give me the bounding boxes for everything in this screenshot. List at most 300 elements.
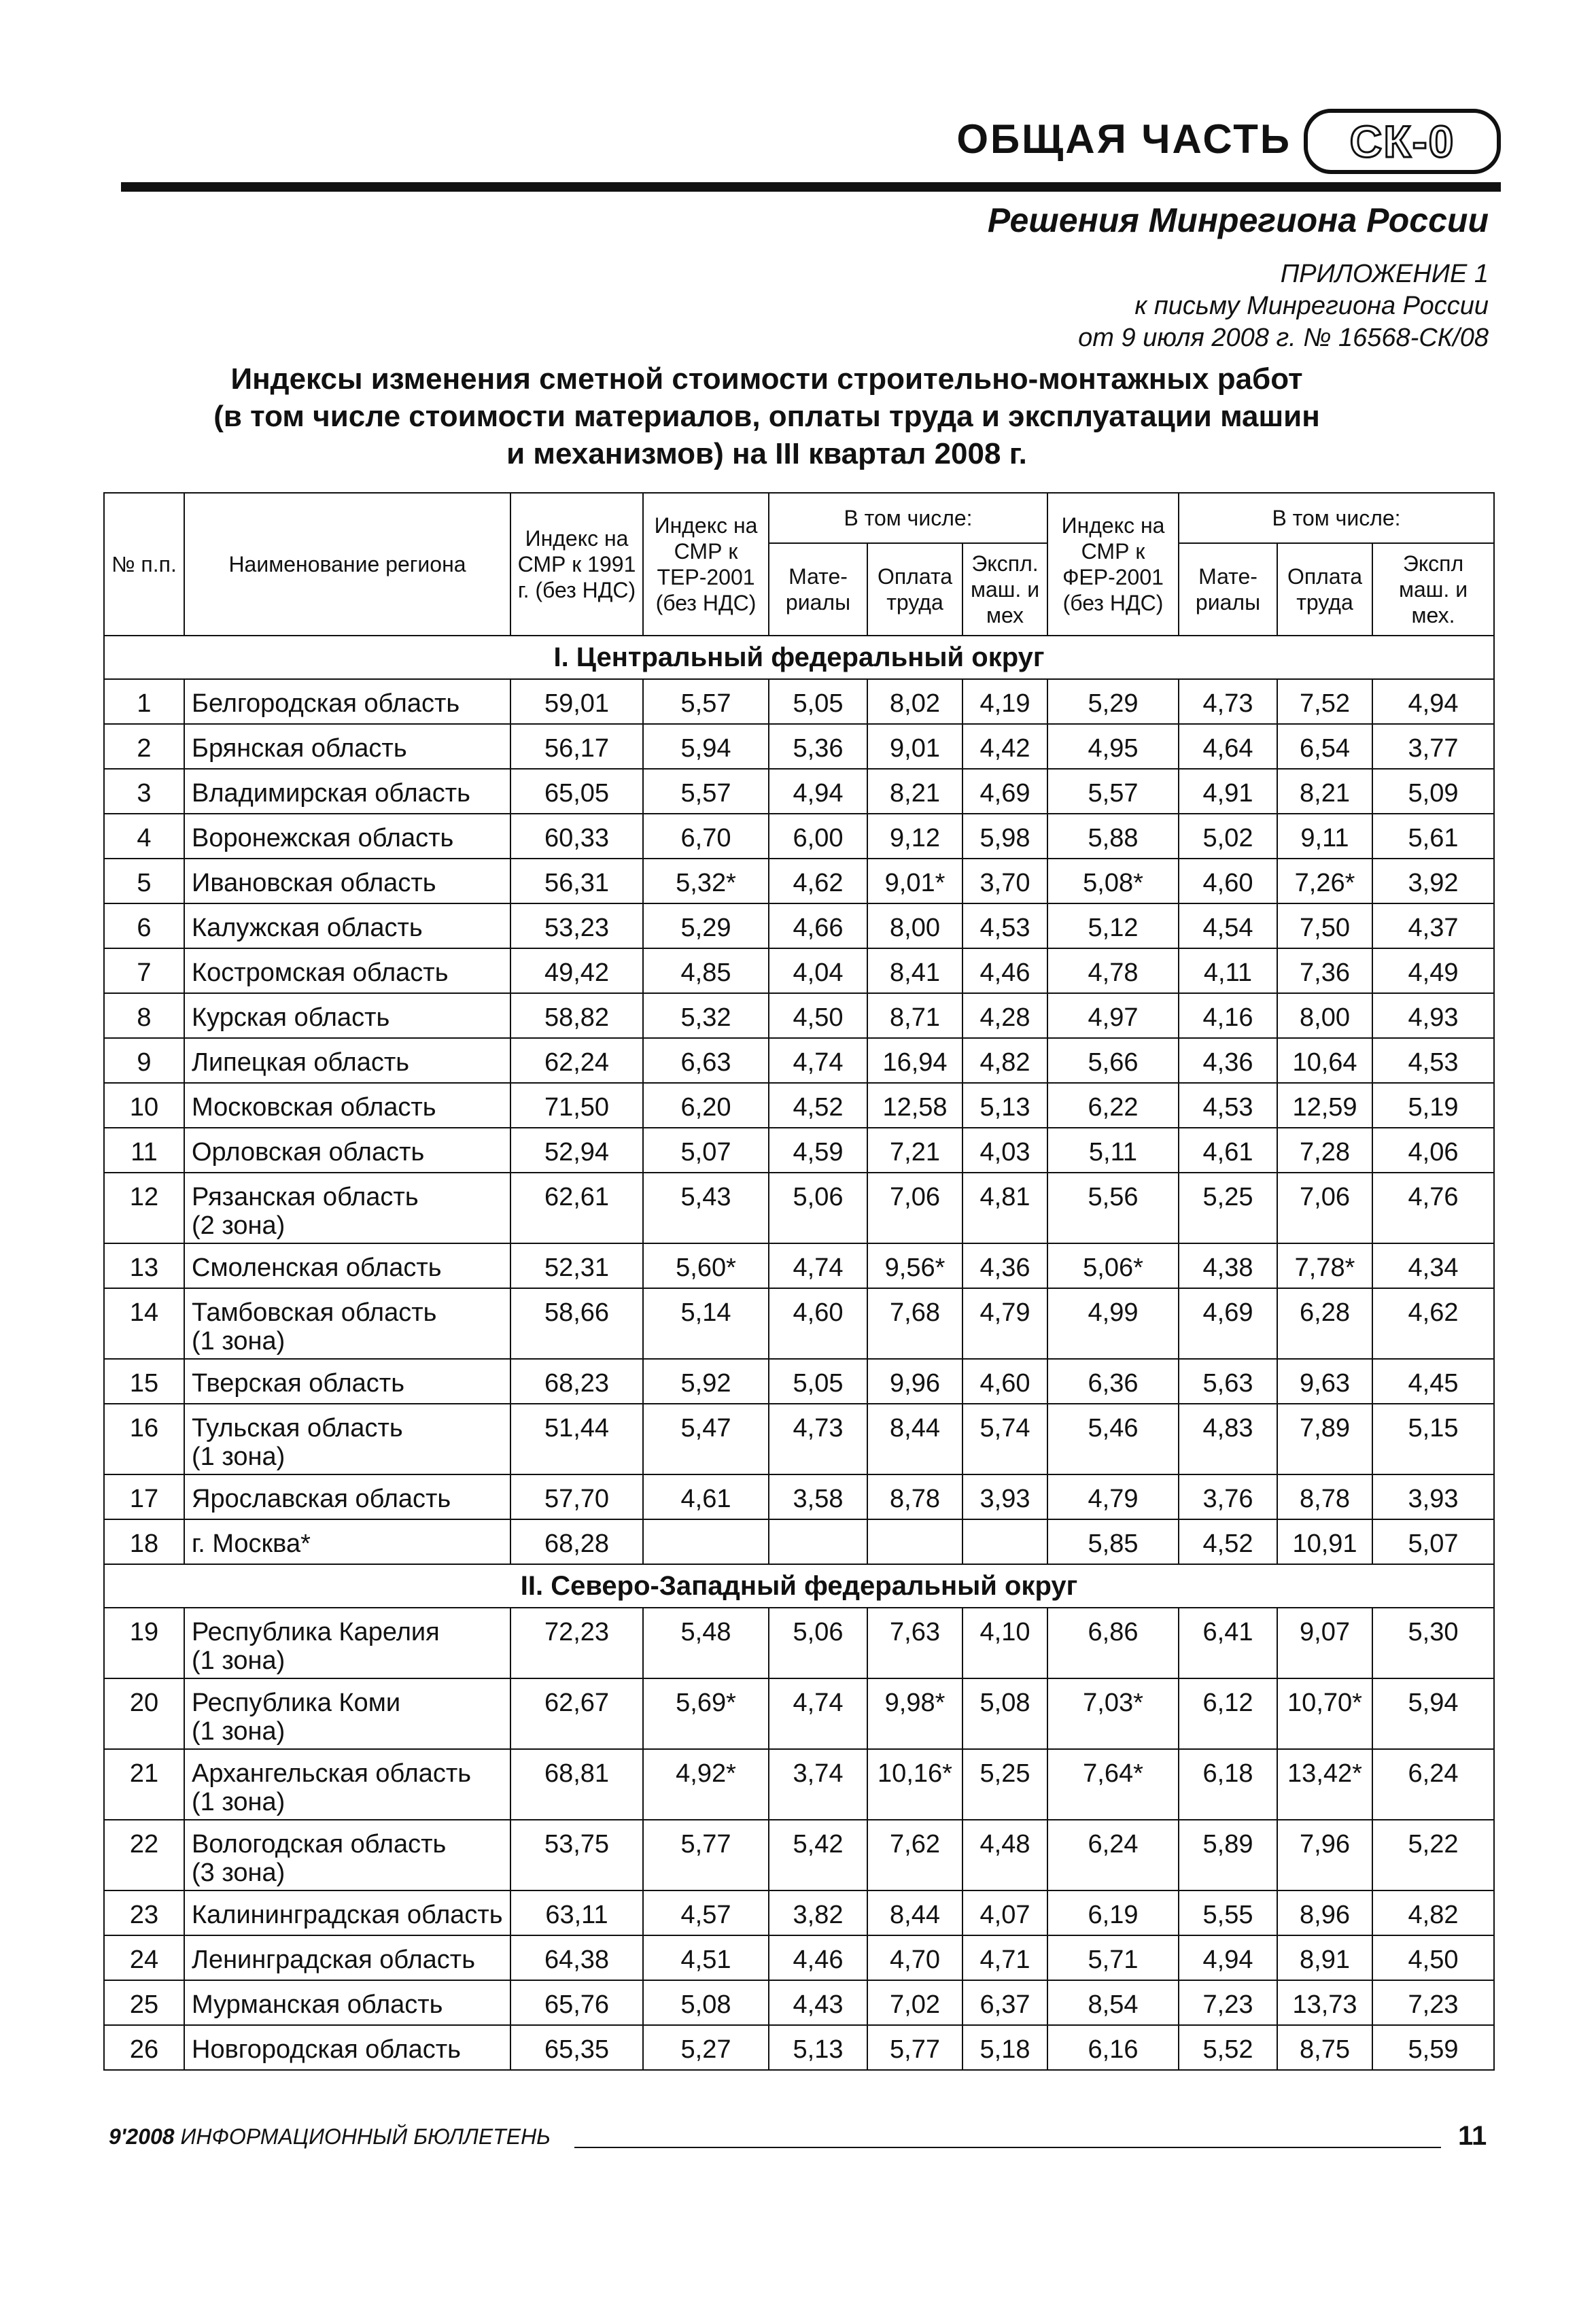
index-1991: 52,94 [510, 1128, 643, 1173]
header-machines: Экспл маш. и мех. [1372, 543, 1494, 636]
index-ter: 5,43 [643, 1173, 769, 1243]
bulletin-name: ИНФОРМАЦИОННЫЙ БЮЛЛЕТЕНЬ [180, 2124, 551, 2149]
table-row [104, 1935, 1494, 1980]
index-ter: 4,57 [643, 1890, 769, 1935]
ter-labor: 7,63 [867, 1608, 962, 1678]
fer-labor: 10,91 [1277, 1519, 1372, 1564]
index-ter: 5,57 [643, 769, 769, 814]
fer-labor: 9,63 [1277, 1359, 1372, 1404]
ter-machines: 4,79 [962, 1288, 1047, 1359]
district-title: II. Северо-Западный федеральный округ [104, 1564, 1494, 1608]
header-region: Наименование региона [184, 493, 510, 636]
index-ter: 5,29 [643, 903, 769, 948]
ter-materials: 6,00 [769, 814, 867, 859]
fer-machines: 3,93 [1372, 1474, 1494, 1519]
index-fer: 6,16 [1047, 2025, 1179, 2070]
region-name: Московская область [184, 1083, 510, 1128]
index-ter: 5,32* [643, 859, 769, 903]
fer-materials: 4,36 [1179, 1038, 1277, 1083]
index-fer: 5,85 [1047, 1519, 1179, 1564]
index-1991: 52,31 [510, 1243, 643, 1288]
index-1991: 62,24 [510, 1038, 643, 1083]
header-index-1991: Индекс на СМР к 1991 г. (без НДС) [510, 493, 643, 636]
index-ter: 5,92 [643, 1359, 769, 1404]
ter-labor: 8,44 [867, 1404, 962, 1474]
fer-materials: 4,16 [1179, 993, 1277, 1038]
index-ter: 5,08 [643, 1980, 769, 2025]
ter-materials: 5,42 [769, 1820, 867, 1890]
region-zone: (1 зона) [192, 1327, 285, 1355]
index-1991: 53,23 [510, 903, 643, 948]
index-fer: 5,56 [1047, 1173, 1179, 1243]
index-fer: 5,06* [1047, 1243, 1179, 1288]
fer-labor: 7,89 [1277, 1404, 1372, 1474]
ter-labor: 16,94 [867, 1038, 962, 1083]
ter-machines: 4,48 [962, 1820, 1047, 1890]
index-1991: 59,01 [510, 679, 643, 724]
index-ter: 6,63 [643, 1038, 769, 1083]
fer-machines: 4,45 [1372, 1359, 1494, 1404]
index-1991: 53,75 [510, 1820, 643, 1890]
fer-machines: 5,15 [1372, 1404, 1494, 1474]
ter-materials: 4,74 [769, 1038, 867, 1083]
fer-labor: 7,52 [1277, 679, 1372, 724]
index-1991: 71,50 [510, 1083, 643, 1128]
index-fer: 5,88 [1047, 814, 1179, 859]
index-1991: 62,61 [510, 1173, 643, 1243]
fer-machines: 4,62 [1372, 1288, 1494, 1359]
index-fer: 6,36 [1047, 1359, 1179, 1404]
table-row [104, 1038, 1494, 1083]
table-row [104, 1404, 1494, 1474]
ter-materials: 5,13 [769, 2025, 867, 2070]
table-row [104, 1678, 1494, 1749]
appendix-note [816, 258, 1489, 354]
ter-materials: 4,66 [769, 903, 867, 948]
index-1991: 64,38 [510, 1935, 643, 1980]
fer-materials: 5,02 [1179, 814, 1277, 859]
table-row [104, 1820, 1494, 1890]
ter-labor: 12,58 [867, 1083, 962, 1128]
fer-labor: 10,64 [1277, 1038, 1372, 1083]
index-ter: 5,32 [643, 993, 769, 1038]
ter-machines: 4,46 [962, 948, 1047, 993]
region-name: Костромская область [184, 948, 510, 993]
index-ter [643, 1519, 769, 1564]
ter-labor: 9,56* [867, 1243, 962, 1288]
fer-machines: 4,82 [1372, 1890, 1494, 1935]
ter-materials: 4,46 [769, 1935, 867, 1980]
row-number: 17 [104, 1474, 184, 1519]
fer-machines: 5,09 [1372, 769, 1494, 814]
index-1991: 62,67 [510, 1678, 643, 1749]
header-index-ter: Индекс на СМР к ТЕР-2001 (без НДС) [643, 493, 769, 636]
index-1991: 56,17 [510, 724, 643, 769]
region-name: Мурманская область [184, 1980, 510, 2025]
index-ter: 5,77 [643, 1820, 769, 1890]
ter-labor: 7,62 [867, 1820, 962, 1890]
ter-machines: 4,81 [962, 1173, 1047, 1243]
appendix-line: к письму Минрегиона России [1134, 292, 1489, 320]
ter-labor: 7,02 [867, 1980, 962, 2025]
fer-materials: 4,11 [1179, 948, 1277, 993]
region-name [184, 1608, 510, 1678]
region-name-line: Архангельская область [192, 1759, 472, 1788]
fer-machines: 4,94 [1372, 679, 1494, 724]
fer-labor: 7,96 [1277, 1820, 1372, 1890]
fer-materials: 5,52 [1179, 2025, 1277, 2070]
table-row [104, 679, 1494, 724]
fer-materials: 7,23 [1179, 1980, 1277, 2025]
ter-labor: 7,68 [867, 1288, 962, 1359]
index-fer: 4,78 [1047, 948, 1179, 993]
fer-materials: 4,53 [1179, 1083, 1277, 1128]
sk0-logo [1304, 109, 1501, 174]
ter-materials: 4,73 [769, 1404, 867, 1474]
row-number: 15 [104, 1359, 184, 1404]
appendix-line: ПРИЛОЖЕНИЕ 1 [1280, 260, 1489, 288]
row-number: 1 [104, 679, 184, 724]
ter-materials: 5,06 [769, 1173, 867, 1243]
table-row [104, 1083, 1494, 1128]
index-fer: 5,12 [1047, 903, 1179, 948]
index-1991: 60,33 [510, 814, 643, 859]
index-ter: 4,51 [643, 1935, 769, 1980]
fer-labor: 10,70* [1277, 1678, 1372, 1749]
table-row [104, 1288, 1494, 1359]
fer-materials: 5,63 [1179, 1359, 1277, 1404]
fer-machines: 5,59 [1372, 2025, 1494, 2070]
table-row [104, 948, 1494, 993]
header-title: ОБЩАЯ ЧАСТЬ [956, 116, 1291, 162]
row-number: 24 [104, 1935, 184, 1980]
ter-machines: 5,74 [962, 1404, 1047, 1474]
index-fer: 6,22 [1047, 1083, 1179, 1128]
index-ter: 4,92* [643, 1749, 769, 1820]
region-zone: (1 зона) [192, 1788, 285, 1816]
region-name: Белгородская область [184, 679, 510, 724]
fer-materials: 4,91 [1179, 769, 1277, 814]
fer-materials: 4,60 [1179, 859, 1277, 903]
ter-machines: 4,28 [962, 993, 1047, 1038]
table-row [104, 1128, 1494, 1173]
district-group-row [104, 636, 1494, 679]
fer-labor: 9,07 [1277, 1608, 1372, 1678]
fer-labor: 8,75 [1277, 2025, 1372, 2070]
fer-labor: 8,00 [1277, 993, 1372, 1038]
ter-labor: 8,00 [867, 903, 962, 948]
index-fer: 6,86 [1047, 1608, 1179, 1678]
ter-machines: 4,03 [962, 1128, 1047, 1173]
issue-number: 9'2008 [109, 2124, 175, 2149]
region-name-line: Тульская область [192, 1414, 403, 1443]
ter-machines: 4,82 [962, 1038, 1047, 1083]
fer-labor: 7,78* [1277, 1243, 1372, 1288]
title-line: (в том числе стоимости материалов, оплаты труда и эксплуатации машин [213, 400, 1320, 433]
fer-labor: 6,54 [1277, 724, 1372, 769]
index-fer: 5,29 [1047, 679, 1179, 724]
fer-machines: 5,30 [1372, 1608, 1494, 1678]
ter-materials: 5,05 [769, 1359, 867, 1404]
ter-materials: 4,04 [769, 948, 867, 993]
fer-labor: 9,11 [1277, 814, 1372, 859]
region-name: Смоленская область [184, 1243, 510, 1288]
region-name: г. Москва* [184, 1519, 510, 1564]
fer-machines: 6,24 [1372, 1749, 1494, 1820]
fer-materials: 5,25 [1179, 1173, 1277, 1243]
table-row [104, 859, 1494, 903]
row-number: 18 [104, 1519, 184, 1564]
document-title [121, 360, 1412, 472]
ter-labor: 5,77 [867, 2025, 962, 2070]
fer-labor: 12,59 [1277, 1083, 1372, 1128]
index-table [103, 492, 1495, 2071]
index-1991: 57,70 [510, 1474, 643, 1519]
index-fer: 4,97 [1047, 993, 1179, 1038]
fer-labor: 7,36 [1277, 948, 1372, 993]
row-number: 8 [104, 993, 184, 1038]
ter-machines: 4,71 [962, 1935, 1047, 1980]
header-including-fer: В том числе: [1179, 493, 1494, 543]
ter-machines: 5,98 [962, 814, 1047, 859]
index-1991: 72,23 [510, 1608, 643, 1678]
fer-machines: 4,34 [1372, 1243, 1494, 1288]
ter-machines: 5,25 [962, 1749, 1047, 1820]
ter-labor: 8,44 [867, 1890, 962, 1935]
ter-materials: 3,82 [769, 1890, 867, 1935]
region-name: Тверская область [184, 1359, 510, 1404]
fer-labor: 7,06 [1277, 1173, 1372, 1243]
fer-machines: 4,50 [1372, 1935, 1494, 1980]
region-name: Калужская область [184, 903, 510, 948]
table-row [104, 903, 1494, 948]
row-number: 11 [104, 1128, 184, 1173]
ter-machines: 5,13 [962, 1083, 1047, 1128]
row-number: 7 [104, 948, 184, 993]
region-name: Ленинградская область [184, 1935, 510, 1980]
index-fer: 5,08* [1047, 859, 1179, 903]
ter-materials: 4,60 [769, 1288, 867, 1359]
row-number: 13 [104, 1243, 184, 1288]
index-ter: 5,57 [643, 679, 769, 724]
index-1991: 68,28 [510, 1519, 643, 1564]
index-ter: 6,20 [643, 1083, 769, 1128]
page-number: 11 [1458, 2121, 1487, 2151]
index-ter: 5,94 [643, 724, 769, 769]
fer-materials: 4,38 [1179, 1243, 1277, 1288]
region-name: Курская область [184, 993, 510, 1038]
footer-rule [574, 2147, 1441, 2148]
table-row [104, 1474, 1494, 1519]
footer-bulletin [109, 2124, 551, 2149]
row-number: 6 [104, 903, 184, 948]
region-name [184, 1820, 510, 1890]
row-number: 4 [104, 814, 184, 859]
region-name: Ярославская область [184, 1474, 510, 1519]
ter-labor: 7,06 [867, 1173, 962, 1243]
fer-machines: 7,23 [1372, 1980, 1494, 2025]
region-name: Владимирская область [184, 769, 510, 814]
top-rule [121, 182, 1501, 192]
row-number: 12 [104, 1173, 184, 1243]
index-fer: 5,66 [1047, 1038, 1179, 1083]
index-ter: 5,69* [643, 1678, 769, 1749]
region-zone: (1 зона) [192, 1646, 285, 1675]
table-row [104, 1608, 1494, 1678]
table-row [104, 993, 1494, 1038]
index-1991: 68,23 [510, 1359, 643, 1404]
index-1991: 58,66 [510, 1288, 643, 1359]
fer-machines: 4,37 [1372, 903, 1494, 948]
ter-labor: 8,71 [867, 993, 962, 1038]
index-fer: 4,95 [1047, 724, 1179, 769]
ter-materials: 4,74 [769, 1678, 867, 1749]
ter-materials: 4,52 [769, 1083, 867, 1128]
region-name [184, 1404, 510, 1474]
fer-materials: 4,61 [1179, 1128, 1277, 1173]
fer-materials: 5,55 [1179, 1890, 1277, 1935]
index-1991: 51,44 [510, 1404, 643, 1474]
ter-materials: 4,62 [769, 859, 867, 903]
fer-materials: 4,83 [1179, 1404, 1277, 1474]
ter-materials: 5,36 [769, 724, 867, 769]
region-name-line: Рязанская область [192, 1183, 419, 1211]
ter-materials: 4,74 [769, 1243, 867, 1288]
table-row [104, 1359, 1494, 1404]
title-line: Индексы изменения сметной стоимости строительно-монтажных работ [230, 362, 1303, 396]
ter-machines: 4,19 [962, 679, 1047, 724]
row-number: 25 [104, 1980, 184, 2025]
fer-materials: 4,64 [1179, 724, 1277, 769]
header-index-fer: Индекс на СМР к ФЕР-2001 (без НДС) [1047, 493, 1179, 636]
index-ter: 5,27 [643, 2025, 769, 2070]
fer-machines: 5,94 [1372, 1678, 1494, 1749]
region-name-line: Вологодская область [192, 1830, 447, 1859]
ter-materials: 3,58 [769, 1474, 867, 1519]
header-num: № п.п. [104, 493, 184, 636]
index-ter: 6,70 [643, 814, 769, 859]
ter-machines: 4,36 [962, 1243, 1047, 1288]
ter-machines: 3,70 [962, 859, 1047, 903]
table-row [104, 1519, 1494, 1564]
region-name [184, 1678, 510, 1749]
row-number: 23 [104, 1890, 184, 1935]
row-number: 2 [104, 724, 184, 769]
fer-labor: 7,28 [1277, 1128, 1372, 1173]
index-fer: 4,99 [1047, 1288, 1179, 1359]
region-name: Брянская область [184, 724, 510, 769]
row-number: 22 [104, 1820, 184, 1890]
row-number: 10 [104, 1083, 184, 1128]
table-row [104, 1749, 1494, 1820]
fer-machines: 5,61 [1372, 814, 1494, 859]
fer-labor: 13,42* [1277, 1749, 1372, 1820]
fer-machines: 4,49 [1372, 948, 1494, 993]
ter-labor: 9,01* [867, 859, 962, 903]
ter-machines: 5,08 [962, 1678, 1047, 1749]
table-body [104, 636, 1494, 2070]
row-number: 9 [104, 1038, 184, 1083]
ter-machines: 4,53 [962, 903, 1047, 948]
ter-machines: 4,60 [962, 1359, 1047, 1404]
fer-labor: 8,91 [1277, 1935, 1372, 1980]
fer-machines: 4,06 [1372, 1128, 1494, 1173]
row-number: 5 [104, 859, 184, 903]
appendix-line: от 9 июля 2008 г. № 16568-СК/08 [1078, 324, 1489, 352]
fer-machines: 5,19 [1372, 1083, 1494, 1128]
row-number: 21 [104, 1749, 184, 1820]
header-machines: Экспл. маш. и мех [962, 543, 1047, 636]
ter-machines: 6,37 [962, 1980, 1047, 2025]
region-name: Ивановская область [184, 859, 510, 903]
table-row [104, 2025, 1494, 2070]
fer-materials: 4,69 [1179, 1288, 1277, 1359]
fer-machines: 4,93 [1372, 993, 1494, 1038]
fer-materials: 4,54 [1179, 903, 1277, 948]
table-row [104, 1890, 1494, 1935]
region-name: Калининградская область [184, 1890, 510, 1935]
fer-materials: 4,94 [1179, 1935, 1277, 1980]
ter-materials: 4,50 [769, 993, 867, 1038]
index-ter: 5,48 [643, 1608, 769, 1678]
index-fer: 8,54 [1047, 1980, 1179, 2025]
fer-materials: 6,12 [1179, 1678, 1277, 1749]
region-name: Новгородская область [184, 2025, 510, 2070]
fer-machines: 4,53 [1372, 1038, 1494, 1083]
region-zone: (2 зона) [192, 1211, 285, 1240]
ter-labor: 7,21 [867, 1128, 962, 1173]
ter-materials: 4,94 [769, 769, 867, 814]
index-fer: 4,79 [1047, 1474, 1179, 1519]
fer-labor: 8,96 [1277, 1890, 1372, 1935]
header-labor: Оплата труда [1277, 543, 1372, 636]
index-1991: 63,11 [510, 1890, 643, 1935]
index-fer: 6,24 [1047, 1820, 1179, 1890]
ter-machines: 5,18 [962, 2025, 1047, 2070]
ter-labor: 9,12 [867, 814, 962, 859]
ter-labor: 9,01 [867, 724, 962, 769]
table-row [104, 769, 1494, 814]
region-name [184, 1288, 510, 1359]
header-materials: Мате-риалы [1179, 543, 1277, 636]
ter-machines: 4,10 [962, 1608, 1047, 1678]
fer-machines: 5,22 [1372, 1820, 1494, 1890]
ter-labor [867, 1519, 962, 1564]
index-1991: 49,42 [510, 948, 643, 993]
index-1991: 65,35 [510, 2025, 643, 2070]
row-number: 14 [104, 1288, 184, 1359]
index-ter: 4,85 [643, 948, 769, 993]
index-ter: 5,47 [643, 1404, 769, 1474]
ter-labor: 9,96 [867, 1359, 962, 1404]
table-row [104, 1173, 1494, 1243]
header-labor: Оплата труда [867, 543, 962, 636]
ter-materials [769, 1519, 867, 1564]
header-materials: Мате-риалы [769, 543, 867, 636]
index-1991: 65,76 [510, 1980, 643, 2025]
fer-labor: 7,26* [1277, 859, 1372, 903]
section-heading: Решения Минрегиона России [987, 201, 1489, 239]
index-1991: 65,05 [510, 769, 643, 814]
table-row [104, 724, 1494, 769]
region-name-line: Тамбовская область [192, 1298, 437, 1327]
ter-materials: 5,06 [769, 1608, 867, 1678]
ter-materials: 4,59 [769, 1128, 867, 1173]
logo-text: СК-0 [1349, 116, 1455, 167]
region-name-line: Республика Коми [192, 1689, 401, 1717]
fer-materials: 3,76 [1179, 1474, 1277, 1519]
region-name [184, 1749, 510, 1820]
